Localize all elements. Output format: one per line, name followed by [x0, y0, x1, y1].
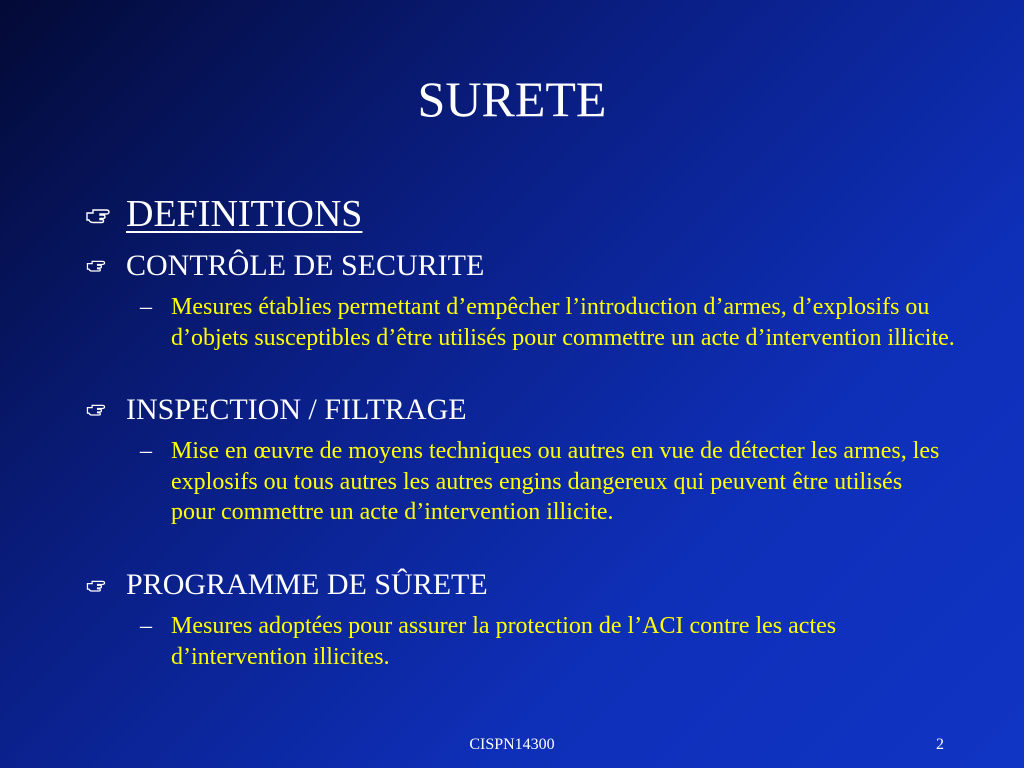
footer-course-code: CISPN14300 — [469, 736, 555, 753]
definition-programme-surete: Mesures adoptées pour assurer la protection de l’ACI contre les actes d’intervention illicites. — [171, 613, 837, 670]
definition-inspection-filtrage: Mise en œuvre de moyens techniques ou autres en vue de détecter les armes, les explosifs ou tous autres les autres engins dangereux qui peuvent être utilisés pour commettre un acte d’intervention illicite. — [171, 438, 940, 525]
slide-title: SURETE — [417, 71, 607, 127]
pointing-hand-icon — [86, 403, 110, 423]
bullet-definitions: DEFINITIONS — [126, 193, 363, 235]
dash-marker: – — [140, 294, 152, 320]
dash-marker: – — [140, 438, 152, 464]
bullet-inspection-filtrage: INSPECTION / FILTRAGE — [126, 393, 467, 426]
pointing-hand-icon — [86, 579, 110, 599]
page-number: 2 — [936, 736, 944, 753]
bullet-controle-securite: CONTRÔLE DE SECURITE — [126, 249, 485, 282]
pointing-hand-icon — [86, 207, 110, 227]
dash-marker: – — [140, 613, 152, 639]
pointing-hand-icon — [86, 259, 110, 279]
definition-controle-securite: Mesures établies permettant d’empêcher l’introduction d’armes, d’explosifs ou d’objets susceptibles d’être utilisés pour commettre un acte d’intervention illicite. — [171, 294, 955, 351]
bullet-programme-surete: PROGRAMME DE SÛRETE — [126, 568, 488, 601]
